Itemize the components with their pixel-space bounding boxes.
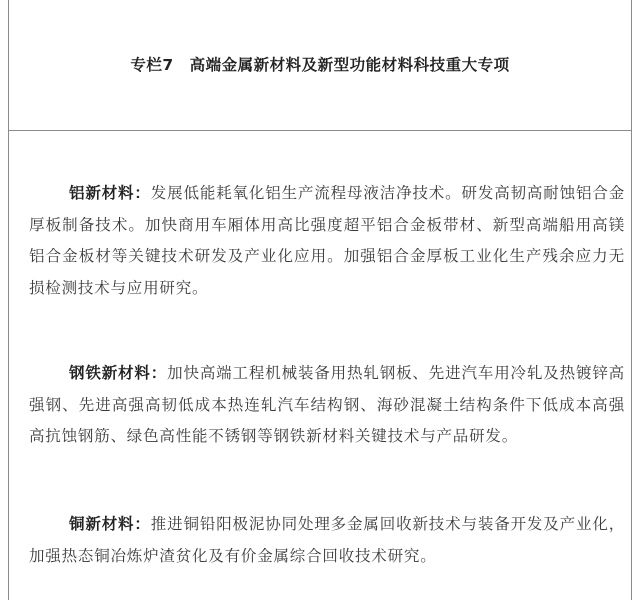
section-body: 发展低能耗氧化铝生产流程母液洁净技术。研发高韧高耐蚀铝合金厚板制备技术。加快商用车厢体用高比强度超平铝合金板带材、新型高端船用高镁铝合金板材等关键技术研发及产业化应用。加强铝合金厚板工业化生产残余应力无损检测技术与应用研究。 (29, 184, 625, 297)
section-heading: 铜新材料： (69, 515, 151, 533)
section-copper (29, 509, 625, 572)
section-body: 推进铜铅阳极泥协同处理多金属回收新技术与装备开发及产业化，加强热态铜冶炼炉渣贫化及有价金属综合回收技术研究。 (29, 515, 625, 565)
section-steel (29, 358, 625, 453)
section-heading: 钢铁新材料： (69, 364, 168, 382)
page-title: 专栏7 高端金属新材料及新型功能材料科技重大专项 (130, 56, 510, 74)
special-column-table (8, 0, 632, 600)
table-header-cell (9, 0, 631, 131)
section-aluminum (29, 178, 625, 304)
section-heading: 铝新材料： (69, 184, 151, 202)
section-body: 加快高端工程机械装备用热轧钢板、先进汽车用冷轧及热镀锌高强钢、先进高强高韧低成本热连轧汽车结构钢、海砂混凝土结构条件下低成本高强高抗蚀钢筋、绿色高性能不锈钢等钢铁新材料关键技术与产品研发。 (29, 364, 625, 445)
